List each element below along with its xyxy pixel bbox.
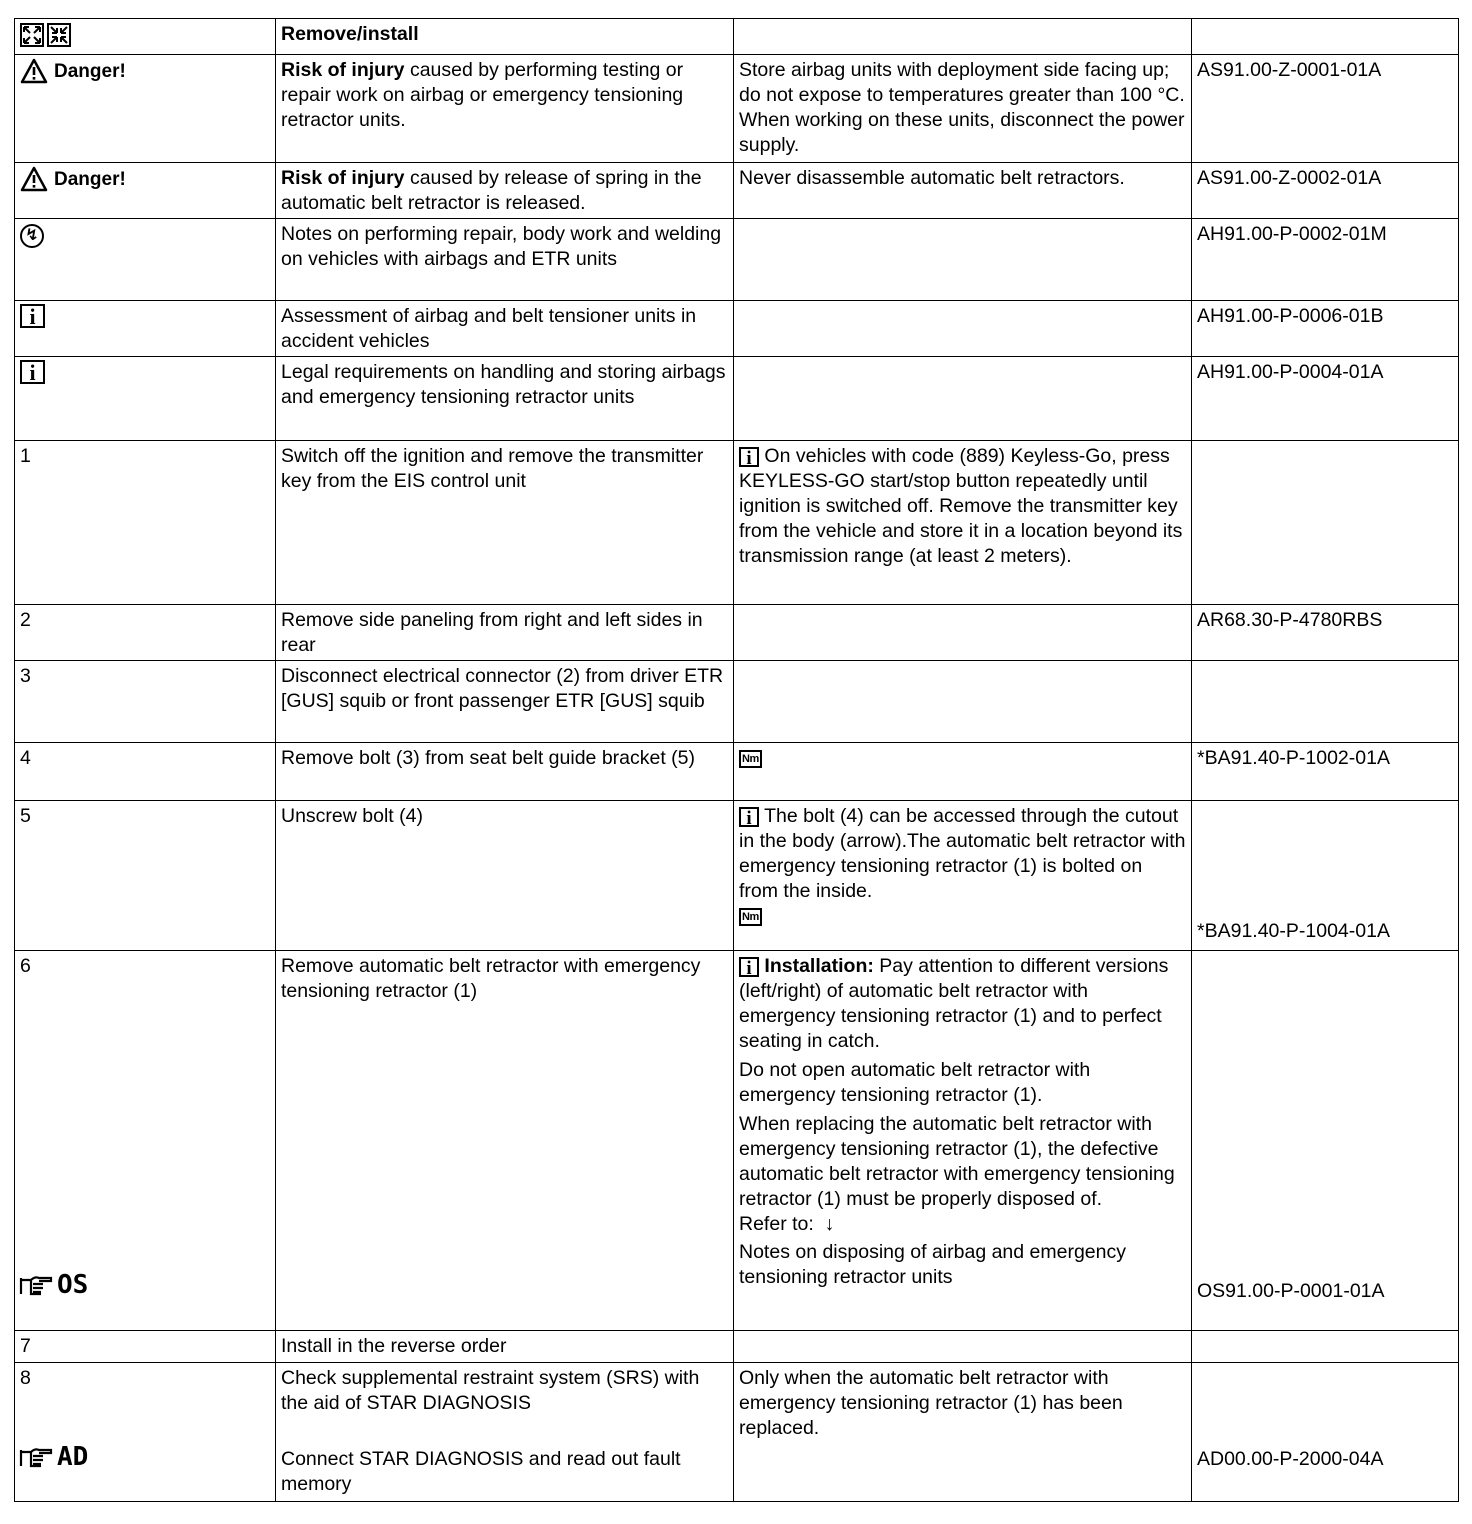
installation-label: Installation: bbox=[764, 955, 874, 977]
step-note: i The bolt (4) can be accessed through the cutout in the body (arrow).The automatic belt retractor with emergency tensioning retractor (1) is bolted on from the inside. Nm bbox=[734, 801, 1192, 951]
step-number: 6 bbox=[20, 955, 31, 977]
danger-measure: Store airbag units with deployment side facing up; do not expose to temperatures greater than 100 °C. When working on these units, disconnect the power supply. bbox=[734, 55, 1192, 163]
step-row bbox=[15, 605, 1459, 661]
procedure-table bbox=[14, 18, 1459, 1502]
info-icon: i bbox=[739, 957, 759, 977]
danger-label: Danger! bbox=[54, 168, 126, 190]
warning-triangle-icon bbox=[20, 58, 48, 84]
danger-measure: Never disassemble automatic belt retractors. bbox=[734, 163, 1192, 219]
collapse-arrows-icon bbox=[47, 23, 71, 47]
ad-code-label: AD bbox=[57, 1442, 89, 1472]
header-icons bbox=[15, 19, 276, 55]
danger-label: Danger! bbox=[54, 60, 126, 82]
note-row bbox=[15, 357, 1459, 441]
danger-row bbox=[15, 55, 1459, 163]
document-ref-link[interactable]: OS91.00-P-0001-01A bbox=[1197, 1280, 1385, 1302]
document-ref-link[interactable]: AR68.30-P-4780RBS bbox=[1192, 605, 1459, 661]
note-text: Notes on performing repair, body work and welding on vehicles with airbags and ETR units bbox=[276, 219, 734, 301]
step-row bbox=[15, 1363, 1459, 1502]
pointing-hand-icon bbox=[19, 1274, 53, 1298]
document-ref-link[interactable]: AH91.00-P-0006-01B bbox=[1192, 301, 1459, 357]
step-number: 4 bbox=[15, 743, 276, 801]
step-number: 5 bbox=[15, 801, 276, 951]
step-row bbox=[15, 661, 1459, 743]
os-code-label: OS bbox=[57, 1270, 89, 1300]
step-number: 3 bbox=[15, 661, 276, 743]
document-ref-link[interactable]: *BA91.40-P-1004-01A bbox=[1197, 920, 1390, 942]
danger-description: Risk of injury caused by release of spring in the automatic belt retractor is released. bbox=[276, 163, 734, 219]
step-text: Switch off the ignition and remove the transmitter key from the EIS control unit bbox=[276, 441, 734, 605]
info-icon: i bbox=[20, 360, 45, 384]
step-text: Unscrew bolt (4) bbox=[276, 801, 734, 951]
document-ref-link[interactable]: AH91.00-P-0002-01M bbox=[1192, 219, 1459, 301]
note-row bbox=[15, 301, 1459, 357]
step-row bbox=[15, 743, 1459, 801]
step-row bbox=[15, 951, 1459, 1331]
step-text: Remove side paneling from right and left sides in rear bbox=[276, 605, 734, 661]
warning-triangle-icon bbox=[20, 166, 48, 192]
step-text: Remove bolt (3) from seat belt guide bracket (5) bbox=[276, 743, 734, 801]
arrow-down-icon: ↓ bbox=[824, 1213, 835, 1235]
document-ref-link[interactable]: AS91.00-Z-0002-01A bbox=[1192, 163, 1459, 219]
step-note: i Installation: Pay attention to different versions (left/right) of automatic belt retractor with emergency tensioning retractor (1) and to perfect seating in catch. Do not open automatic belt retractor with emergency tensioning retractor (1). When replacing the automatic belt retractor with emergency tensioning retractor (1), the defective automatic belt retractor with emergency tensioning retractor (1) must be properly disposed of. Refer to: ↓ Notes on disposing of airbag and emergency tensioning retractor units bbox=[734, 951, 1192, 1331]
risk-label: Risk of injury bbox=[281, 59, 405, 81]
danger-description: Risk of injury caused by performing testing or repair work on airbag or emergency tensioning retractor units. bbox=[276, 55, 734, 163]
document-ref-link[interactable]: *BA91.40-P-1002-01A bbox=[1192, 743, 1459, 801]
note-row bbox=[15, 219, 1459, 301]
info-icon: i bbox=[20, 304, 45, 328]
torque-spec-icon[interactable]: Nm bbox=[739, 750, 762, 768]
document-ref-link[interactable]: AS91.00-Z-0001-01A bbox=[1192, 55, 1459, 163]
header-title: Remove/install bbox=[276, 19, 734, 55]
expand-arrows-icon bbox=[20, 23, 44, 47]
torque-spec-icon[interactable]: Nm bbox=[739, 908, 762, 926]
info-icon: i bbox=[739, 447, 759, 467]
step-number: 1 bbox=[15, 441, 276, 605]
risk-label: Risk of injury bbox=[281, 167, 405, 189]
step-number: 2 bbox=[15, 605, 276, 661]
info-icon: i bbox=[739, 807, 759, 827]
step-text: Install in the reverse order bbox=[276, 1331, 734, 1363]
step-subtext: Connect STAR DIAGNOSIS and read out fault memory bbox=[281, 1448, 681, 1495]
step-number: 7 bbox=[15, 1331, 276, 1363]
note-text: Legal requirements on handling and storing airbags and emergency tensioning retractor units bbox=[276, 357, 734, 441]
note-text: Assessment of airbag and belt tensioner units in accident vehicles bbox=[276, 301, 734, 357]
hint-circle-icon: ↯ bbox=[20, 224, 44, 248]
danger-row bbox=[15, 163, 1459, 219]
step-text: Disconnect electrical connector (2) from driver ETR [GUS] squib or front passenger ETR [GUS] squib bbox=[276, 661, 734, 743]
document-ref-link[interactable]: AD00.00-P-2000-04A bbox=[1197, 1448, 1384, 1470]
step-row bbox=[15, 801, 1459, 951]
step-text: Check supplemental restraint system (SRS) with the aid of STAR DIAGNOSIS bbox=[281, 1367, 700, 1414]
step-number: 8 bbox=[20, 1367, 31, 1389]
document-ref-link[interactable]: AH91.00-P-0004-01A bbox=[1192, 357, 1459, 441]
pointing-hand-icon bbox=[19, 1446, 53, 1470]
step-note: i On vehicles with code (889) Keyless-Go, press KEYLESS-GO start/stop button repeatedly until ignition is switched off. Remove the transmitter key from the vehicle and store it in a location beyond its transmission range (at least 2 meters). bbox=[734, 441, 1192, 605]
step-note: Only when the automatic belt retractor with emergency tensioning retractor (1) has been replaced. bbox=[734, 1363, 1192, 1502]
step-row bbox=[15, 441, 1459, 605]
header-row bbox=[15, 19, 1459, 55]
step-row bbox=[15, 1331, 1459, 1363]
step-text: Remove automatic belt retractor with emergency tensioning retractor (1) bbox=[276, 951, 734, 1331]
